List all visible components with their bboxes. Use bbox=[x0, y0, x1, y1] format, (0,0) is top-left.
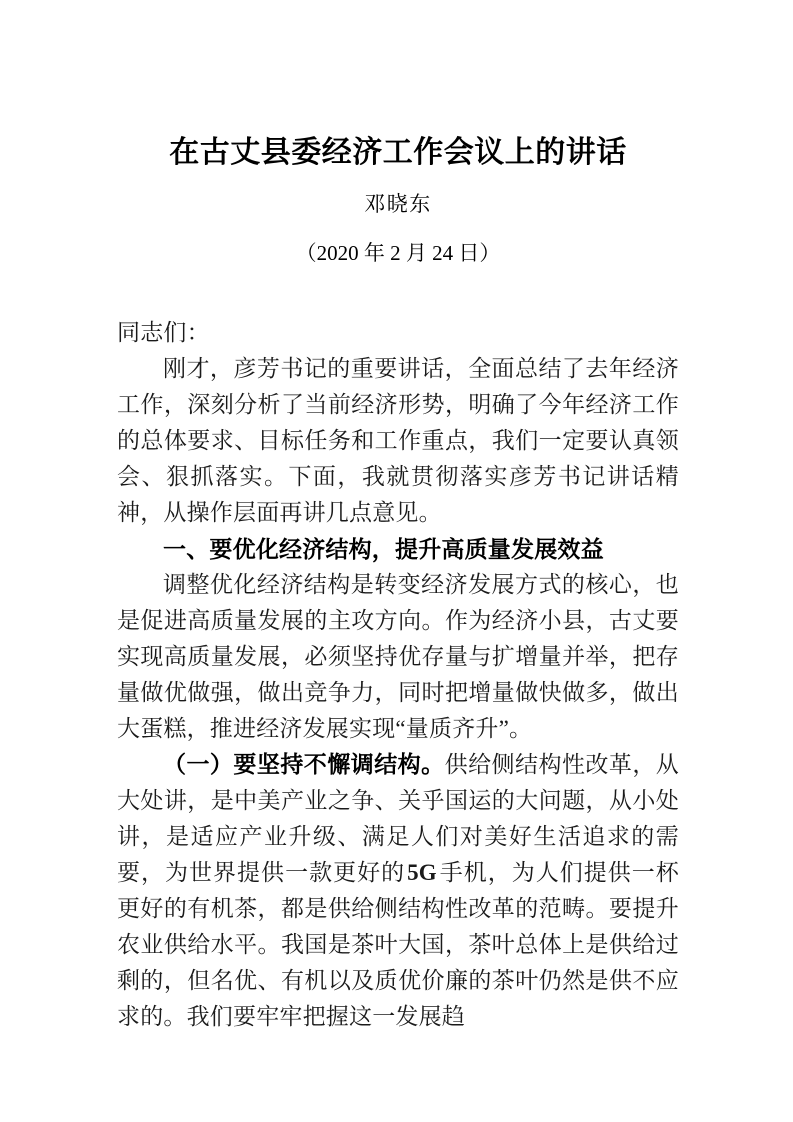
document-content bbox=[117, 0, 679, 1035]
paragraph-opening-remarks: 刚才，彦芳书记的重要讲话，全面总结了去年经济工作，深刻分析了当前经济形势，明确了今年经济工作的总体要求、目标任务和工作重点，我们一定要认真领会、狠抓落实。下面，我就贯彻落实彦芳书记讲话精神，从操作层面再讲几点意见。 bbox=[117, 356, 679, 525]
document-author: 邓晓东 bbox=[364, 192, 432, 216]
paragraph-text-part-a: 供给侧结构性改革，从大处讲，是中美产业之争、关乎国运的大问题，从小处讲，是适应产业升级、满足人们对美好生活追求的需要，为世界提供一款更好的 bbox=[117, 752, 680, 885]
paragraph-lead-run: （一）要坚持不懈调结构。 bbox=[163, 752, 445, 777]
page-title: 在古丈县委经济工作会议上的讲话 bbox=[169, 136, 627, 169]
document-body bbox=[117, 268, 679, 1035]
document-date: （2020 年 2 月 24 日） bbox=[295, 241, 501, 265]
paragraph-text-part-b: 手机，为人们提供一杯更好的有机茶，都是供给侧结构性改革的范畴。要提升农业供给水平。我国是茶叶大国，茶叶总体上是供给过剩的，但名优、有机以及质优价廉的茶叶仍然是供不应求的。我们要牢牢把握这一发展趋 bbox=[117, 860, 679, 1029]
paragraph-economic-structure: 调整优化经济结构是转变经济发展方式的核心，也是促进高质量发展的主攻方向。作为经济小县，古丈要实现高质量发展，必须坚持优存量与扩增量并举，把存量做优做强，做出竞争力，同时把增量做快做多，做出大蛋糕，推进经济发展实现“量质齐升”。 bbox=[117, 572, 679, 741]
inline-latin-token: 5G bbox=[407, 860, 437, 885]
paragraph-supply-side-reform bbox=[117, 747, 679, 1035]
section-heading-one: 一、要优化经济结构，提升高质量发展效益 bbox=[163, 536, 604, 562]
salutation-line: 同志们： bbox=[117, 320, 210, 345]
